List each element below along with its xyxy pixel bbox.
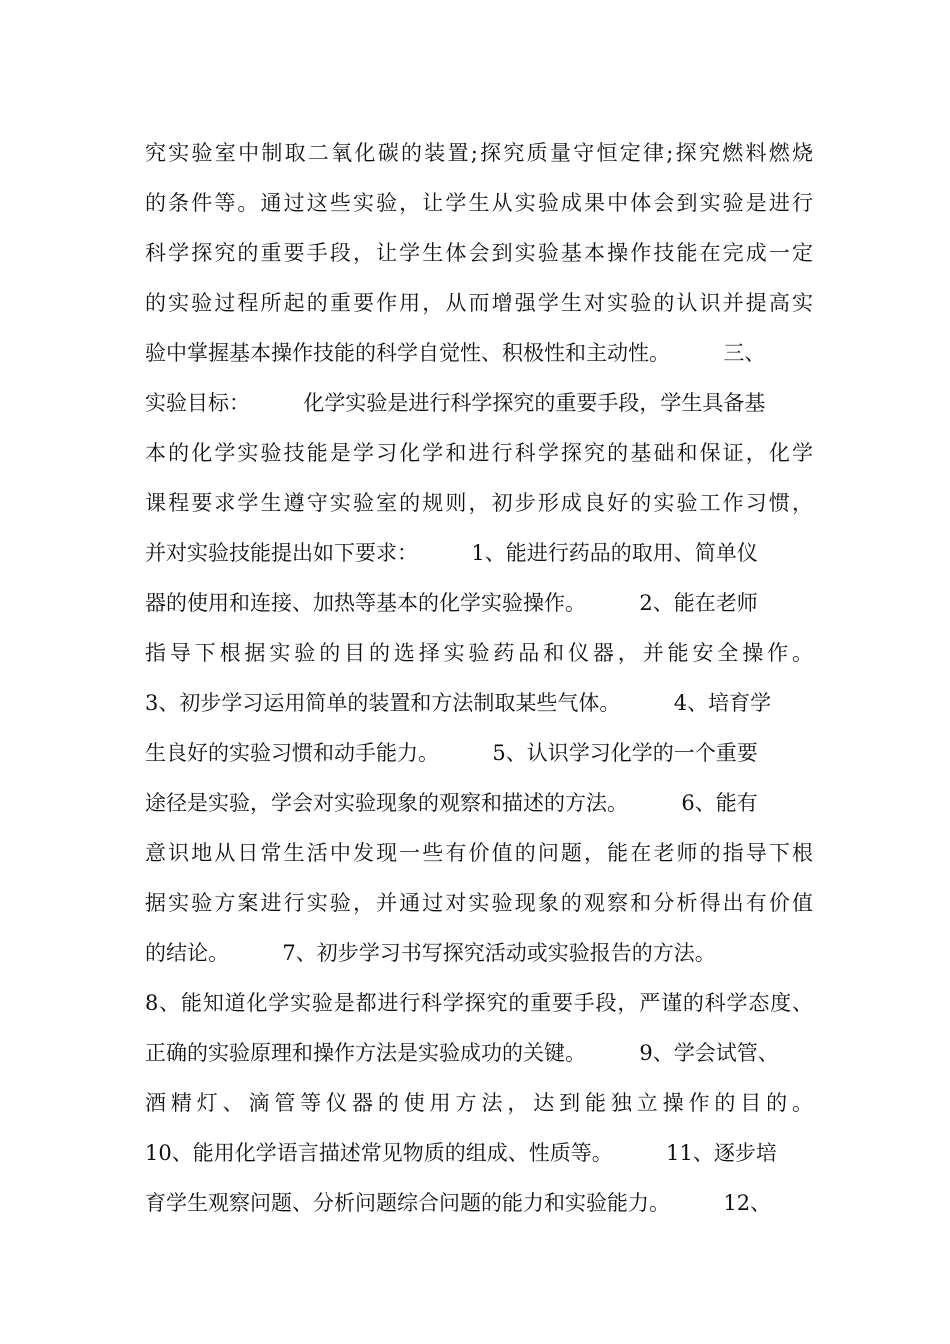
text-line-12: 3、初步学习运用简单的装置和方法制取某些气体。 4、培育学 (145, 691, 772, 715)
text-line-10: 器的使用和连接、加热等基本的化学实验操作。 2、能在老师 (145, 591, 758, 615)
text-line-9: 并对实验技能提出如下要求： 1、能进行药品的取用、简单仪 (145, 541, 758, 565)
text-line-5: 验中掌握基本操作技能的科学自觉性、积极性和主动性。 三、 (145, 341, 766, 365)
text-line-2: 的条件等。通过这些实验，让学生从实验成果中体会到实验是进行 (145, 191, 813, 215)
text-line-22: 育学生观察问题、分析问题综合问题的能力和实验能力。 12、 (145, 1191, 772, 1215)
text-line-19: 正确的实验原理和操作方法是实验成功的关键。 9、学会试管、 (145, 1041, 779, 1065)
text-line-16: 据实验方案进行实验，并通过对实验现象的观察和分析得出有价值 (145, 891, 813, 915)
text-line-3: 科学探究的重要手段，让学生体会到实验基本操作技能在完成一定 (145, 241, 813, 265)
text-line-17: 的结论。 7、初步学习书写探究活动或实验报告的方法。 (145, 941, 716, 965)
body-text (145, 128, 813, 1228)
text-line-15: 意识地从日常生活中发现一些有价值的问题，能在老师的指导下根 (145, 841, 813, 865)
text-line-14: 途径是实验，学会对实验现象的观察和描述的方法。 6、能有 (145, 791, 758, 815)
text-line-7: 本的化学实验技能是学习化学和进行科学探究的基础和保证，化学 (145, 441, 813, 465)
text-line-11: 指导下根据实验的目的选择实验药品和仪器，并能安全操作。 (145, 641, 813, 665)
text-line-1: 究实验室中制取二氧化碳的装置;探究质量守恒定律;探究燃料燃烧 (145, 141, 813, 165)
text-line-4: 的实验过程所起的重要作用，从而增强学生对实验的认识并提高实 (145, 291, 813, 315)
text-line-18: 8、能知道化学实验是都进行科学探究的重要手段，严谨的科学态度、 (145, 991, 813, 1015)
text-line-13: 生良好的实验习惯和动手能力。 5、认识学习化学的一个重要 (145, 741, 758, 765)
text-line-8: 课程要求学生遵守实验室的规则，初步形成良好的实验工作习惯， (145, 491, 813, 515)
text-line-21: 10、能用化学语言描述常见物质的组成、性质等。 11、逐步培 (145, 1141, 777, 1165)
text-line-20: 酒精灯、滴管等仪器的使用方法，达到能独立操作的目的。 (145, 1091, 813, 1115)
text-line-6: 实验目标： 化学实验是进行科学探究的重要手段，学生具备基 (145, 391, 766, 415)
